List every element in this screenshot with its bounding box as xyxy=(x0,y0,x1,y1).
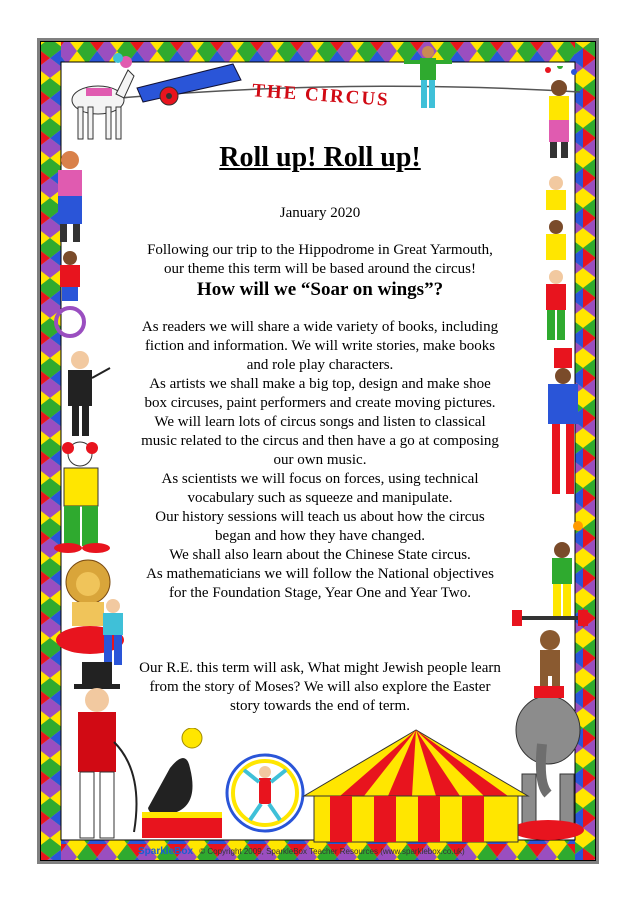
copyright-text: © Copyright 2009, SparkleBox Teacher Resources (www.sparklebox.co.uk) xyxy=(199,847,465,856)
text-line: We shall also learn about the Chinese State circus. xyxy=(169,547,471,563)
text-line: fiction and information. We will write stories, make books xyxy=(144,338,496,354)
text-line: our theme this term will be based around the circus! xyxy=(164,261,476,277)
letter-content xyxy=(100,142,540,716)
text-line: began and how they have changed. xyxy=(215,528,425,544)
fire-juggler-illustration xyxy=(540,520,584,624)
tightrope-walker-illustration xyxy=(402,44,454,114)
document-date: January 2020 xyxy=(279,205,361,221)
curriculum-paragraph xyxy=(100,318,540,603)
text-line: story towards the end of term. xyxy=(230,698,410,714)
intro-paragraph xyxy=(100,241,540,279)
sea-lion-illustration xyxy=(140,728,232,842)
circus-banner-title: THE CIRCUS xyxy=(251,80,391,111)
theme-question: How will we “Soar on wings”? xyxy=(196,279,444,300)
document-title: Roll up! Roll up! xyxy=(219,142,421,173)
text-line: for the Foundation Stage, Year One and Year Two. xyxy=(169,585,471,601)
text-line: vocabulary such as squeeze and manipulate. xyxy=(187,490,453,506)
text-line: our own music. xyxy=(273,452,367,468)
text-line: music related to the circus and then have a go at composing xyxy=(141,433,499,449)
horse-illustration xyxy=(56,52,136,144)
text-line: Following our trip to the Hippodrome in Great Yarmouth, xyxy=(147,242,493,258)
text-line: from the story of Moses? We will also explore the Easter xyxy=(149,679,491,695)
unicyclist-illustration xyxy=(44,250,94,340)
acrobat-illustration xyxy=(50,150,90,246)
text-line: box circuses, paint performers and create moving pictures. xyxy=(144,395,496,411)
text-line: As readers we will share a wide variety of books, including xyxy=(141,319,499,335)
text-line: Our R.E. this term will ask, What might Jewish people learn xyxy=(139,660,501,676)
big-top-tent-illustration xyxy=(300,726,532,844)
text-line: As mathematicians we will follow the National objectives xyxy=(146,566,494,582)
text-line: As artists we shall make a big top, design and make shoe xyxy=(149,376,491,392)
cannon-illustration xyxy=(133,58,245,108)
copyright-footer xyxy=(138,846,465,857)
target-wheel-illustration xyxy=(224,752,306,834)
sparklebox-logo: SparkleBox xyxy=(138,846,194,857)
juggler-illustration xyxy=(534,66,584,162)
text-line: We will learn lots of circus songs and listen to classical xyxy=(154,414,486,430)
text-line: and role play characters. xyxy=(246,357,394,373)
stilt-walker-illustration xyxy=(540,348,586,498)
text-line: Our history sessions will teach us about how the circus xyxy=(155,509,485,525)
re-paragraph xyxy=(100,659,540,716)
text-line: As scientists we will focus on forces, using technical xyxy=(161,471,479,487)
